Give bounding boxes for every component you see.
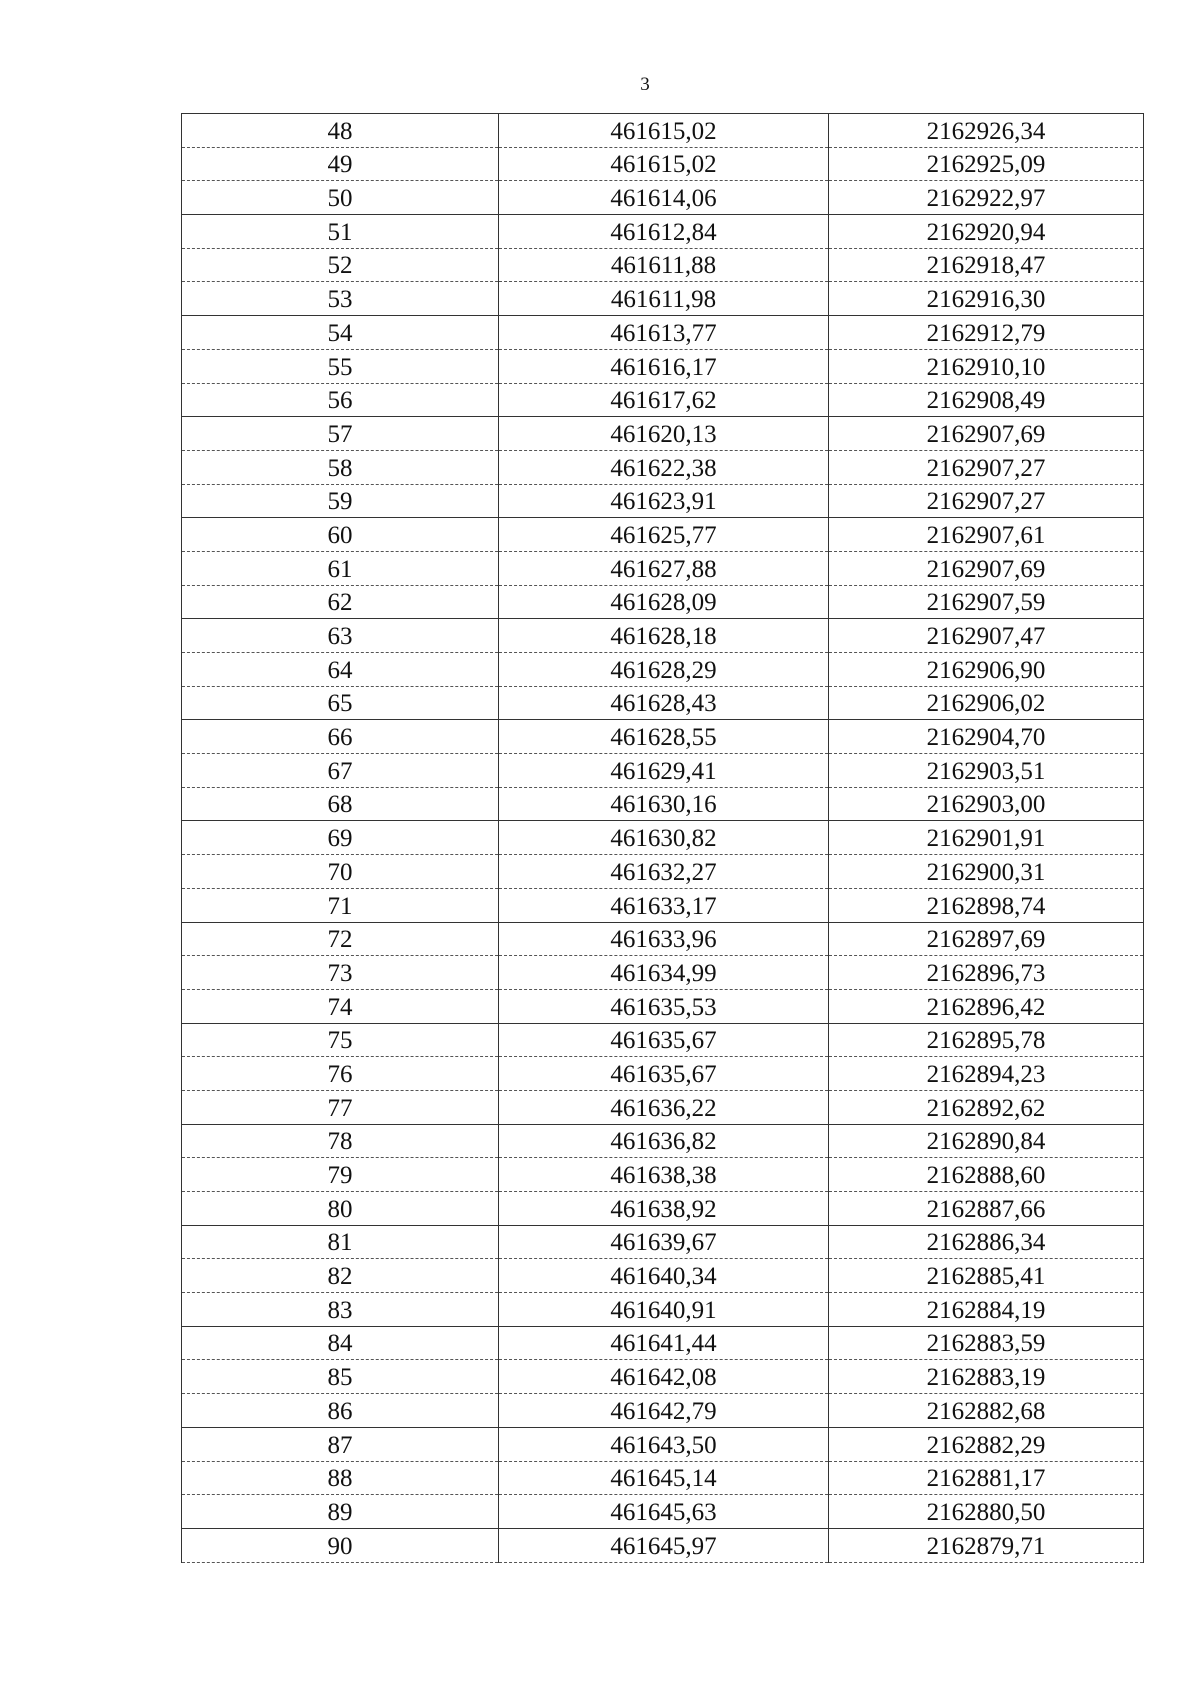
y-coordinate-cell: 2162907,69 [829, 417, 1144, 451]
y-coordinate-cell: 2162901,91 [829, 821, 1144, 855]
x-coordinate-cell: 461640,34 [499, 1259, 829, 1293]
table-row [182, 1326, 1144, 1360]
table-row [182, 383, 1144, 417]
table-row [182, 1192, 1144, 1226]
point-number-cell: 64 [182, 653, 499, 687]
y-coordinate-cell: 2162886,34 [829, 1225, 1144, 1259]
point-number-cell: 48 [182, 114, 499, 148]
table-row [182, 282, 1144, 316]
x-coordinate-cell: 461630,16 [499, 787, 829, 821]
table-row [182, 821, 1144, 855]
x-coordinate-cell: 461614,06 [499, 181, 829, 215]
x-coordinate-cell: 461630,82 [499, 821, 829, 855]
y-coordinate-cell: 2162904,70 [829, 720, 1144, 754]
y-coordinate-cell: 2162896,73 [829, 956, 1144, 990]
table-row [182, 754, 1144, 788]
y-coordinate-cell: 2162887,66 [829, 1192, 1144, 1226]
table-row [182, 215, 1144, 249]
table-row [182, 1124, 1144, 1158]
table-row [182, 1225, 1144, 1259]
table-row [182, 1023, 1144, 1057]
table-row [182, 417, 1144, 451]
point-number-cell: 89 [182, 1495, 499, 1529]
y-coordinate-cell: 2162918,47 [829, 248, 1144, 282]
table-row [182, 720, 1144, 754]
x-coordinate-cell: 461638,92 [499, 1192, 829, 1226]
y-coordinate-cell: 2162907,27 [829, 450, 1144, 484]
table-row [182, 248, 1144, 282]
point-number-cell: 85 [182, 1360, 499, 1394]
y-coordinate-cell: 2162922,97 [829, 181, 1144, 215]
y-coordinate-cell: 2162897,69 [829, 922, 1144, 956]
x-coordinate-cell: 461616,17 [499, 349, 829, 383]
y-coordinate-cell: 2162890,84 [829, 1124, 1144, 1158]
point-number-cell: 81 [182, 1225, 499, 1259]
point-number-cell: 74 [182, 989, 499, 1023]
x-coordinate-cell: 461642,08 [499, 1360, 829, 1394]
x-coordinate-cell: 461625,77 [499, 518, 829, 552]
point-number-cell: 84 [182, 1326, 499, 1360]
y-coordinate-cell: 2162916,30 [829, 282, 1144, 316]
point-number-cell: 62 [182, 585, 499, 619]
y-coordinate-cell: 2162885,41 [829, 1259, 1144, 1293]
point-number-cell: 76 [182, 1057, 499, 1091]
point-number-cell: 52 [182, 248, 499, 282]
table-row [182, 518, 1144, 552]
table-row [182, 619, 1144, 653]
x-coordinate-cell: 461615,02 [499, 114, 829, 148]
y-coordinate-cell: 2162896,42 [829, 989, 1144, 1023]
table-row [182, 114, 1144, 148]
y-coordinate-cell: 2162895,78 [829, 1023, 1144, 1057]
x-coordinate-cell: 461627,88 [499, 551, 829, 585]
x-coordinate-cell: 461645,97 [499, 1528, 829, 1562]
x-coordinate-cell: 461639,67 [499, 1225, 829, 1259]
table-row [182, 1360, 1144, 1394]
table-row [182, 922, 1144, 956]
table-row [182, 147, 1144, 181]
point-number-cell: 80 [182, 1192, 499, 1226]
x-coordinate-cell: 461643,50 [499, 1427, 829, 1461]
point-number-cell: 55 [182, 349, 499, 383]
point-number-cell: 53 [182, 282, 499, 316]
table-row [182, 484, 1144, 518]
y-coordinate-cell: 2162906,90 [829, 653, 1144, 687]
x-coordinate-cell: 461615,02 [499, 147, 829, 181]
y-coordinate-cell: 2162881,17 [829, 1461, 1144, 1495]
point-number-cell: 66 [182, 720, 499, 754]
table-row [182, 1461, 1144, 1495]
x-coordinate-cell: 461642,79 [499, 1394, 829, 1428]
point-number-cell: 67 [182, 754, 499, 788]
x-coordinate-cell: 461628,55 [499, 720, 829, 754]
x-coordinate-cell: 461623,91 [499, 484, 829, 518]
table-row [182, 1528, 1144, 1562]
y-coordinate-cell: 2162907,59 [829, 585, 1144, 619]
point-number-cell: 49 [182, 147, 499, 181]
point-number-cell: 57 [182, 417, 499, 451]
table-row [182, 1427, 1144, 1461]
table-row [182, 989, 1144, 1023]
point-number-cell: 60 [182, 518, 499, 552]
x-coordinate-cell: 461633,96 [499, 922, 829, 956]
table-row [182, 1158, 1144, 1192]
y-coordinate-cell: 2162907,27 [829, 484, 1144, 518]
table-row [182, 956, 1144, 990]
y-coordinate-cell: 2162882,29 [829, 1427, 1144, 1461]
point-number-cell: 61 [182, 551, 499, 585]
x-coordinate-cell: 461640,91 [499, 1293, 829, 1327]
x-coordinate-cell: 461636,22 [499, 1090, 829, 1124]
x-coordinate-cell: 461628,29 [499, 653, 829, 687]
table-row [182, 888, 1144, 922]
y-coordinate-cell: 2162883,19 [829, 1360, 1144, 1394]
x-coordinate-cell: 461634,99 [499, 956, 829, 990]
point-number-cell: 70 [182, 855, 499, 889]
y-coordinate-cell: 2162888,60 [829, 1158, 1144, 1192]
point-number-cell: 58 [182, 450, 499, 484]
x-coordinate-cell: 461635,53 [499, 989, 829, 1023]
table-row [182, 551, 1144, 585]
point-number-cell: 79 [182, 1158, 499, 1192]
x-coordinate-cell: 461636,82 [499, 1124, 829, 1158]
page-number: 3 [640, 74, 650, 95]
table-row [182, 1293, 1144, 1327]
x-coordinate-cell: 461611,88 [499, 248, 829, 282]
table-row [182, 450, 1144, 484]
point-number-cell: 68 [182, 787, 499, 821]
point-number-cell: 59 [182, 484, 499, 518]
point-number-cell: 78 [182, 1124, 499, 1158]
x-coordinate-cell: 461645,14 [499, 1461, 829, 1495]
point-number-cell: 54 [182, 316, 499, 350]
x-coordinate-cell: 461628,09 [499, 585, 829, 619]
point-number-cell: 56 [182, 383, 499, 417]
table-row [182, 1057, 1144, 1091]
point-number-cell: 82 [182, 1259, 499, 1293]
point-number-cell: 77 [182, 1090, 499, 1124]
table-row [182, 653, 1144, 687]
x-coordinate-cell: 461633,17 [499, 888, 829, 922]
table-row [182, 686, 1144, 720]
y-coordinate-cell: 2162907,69 [829, 551, 1144, 585]
point-number-cell: 69 [182, 821, 499, 855]
table-row [182, 316, 1144, 350]
x-coordinate-cell: 461612,84 [499, 215, 829, 249]
point-number-cell: 65 [182, 686, 499, 720]
x-coordinate-cell: 461641,44 [499, 1326, 829, 1360]
y-coordinate-cell: 2162925,09 [829, 147, 1144, 181]
point-number-cell: 83 [182, 1293, 499, 1327]
point-number-cell: 73 [182, 956, 499, 990]
y-coordinate-cell: 2162920,94 [829, 215, 1144, 249]
x-coordinate-cell: 461635,67 [499, 1057, 829, 1091]
x-coordinate-cell: 461620,13 [499, 417, 829, 451]
y-coordinate-cell: 2162884,19 [829, 1293, 1144, 1327]
x-coordinate-cell: 461638,38 [499, 1158, 829, 1192]
x-coordinate-cell: 461628,18 [499, 619, 829, 653]
x-coordinate-cell: 461635,67 [499, 1023, 829, 1057]
point-number-cell: 86 [182, 1394, 499, 1428]
x-coordinate-cell: 461629,41 [499, 754, 829, 788]
table-row [182, 1090, 1144, 1124]
y-coordinate-cell: 2162906,02 [829, 686, 1144, 720]
point-number-cell: 90 [182, 1528, 499, 1562]
x-coordinate-cell: 461611,98 [499, 282, 829, 316]
table-row [182, 1394, 1144, 1428]
y-coordinate-cell: 2162910,10 [829, 349, 1144, 383]
table-row [182, 349, 1144, 383]
point-number-cell: 51 [182, 215, 499, 249]
table-row [182, 1259, 1144, 1293]
table-row [182, 855, 1144, 889]
y-coordinate-cell: 2162879,71 [829, 1528, 1144, 1562]
point-number-cell: 88 [182, 1461, 499, 1495]
point-number-cell: 75 [182, 1023, 499, 1057]
point-number-cell: 50 [182, 181, 499, 215]
y-coordinate-cell: 2162880,50 [829, 1495, 1144, 1529]
y-coordinate-cell: 2162892,62 [829, 1090, 1144, 1124]
y-coordinate-cell: 2162900,31 [829, 855, 1144, 889]
y-coordinate-cell: 2162908,49 [829, 383, 1144, 417]
y-coordinate-cell: 2162907,61 [829, 518, 1144, 552]
coordinates-table [181, 113, 1144, 1563]
table-row [182, 181, 1144, 215]
x-coordinate-cell: 461628,43 [499, 686, 829, 720]
x-coordinate-cell: 461632,27 [499, 855, 829, 889]
point-number-cell: 87 [182, 1427, 499, 1461]
table-row [182, 1495, 1144, 1529]
y-coordinate-cell: 2162894,23 [829, 1057, 1144, 1091]
x-coordinate-cell: 461617,62 [499, 383, 829, 417]
point-number-cell: 63 [182, 619, 499, 653]
y-coordinate-cell: 2162903,51 [829, 754, 1144, 788]
y-coordinate-cell: 2162907,47 [829, 619, 1144, 653]
x-coordinate-cell: 461622,38 [499, 450, 829, 484]
y-coordinate-cell: 2162882,68 [829, 1394, 1144, 1428]
y-coordinate-cell: 2162903,00 [829, 787, 1144, 821]
y-coordinate-cell: 2162912,79 [829, 316, 1144, 350]
x-coordinate-cell: 461613,77 [499, 316, 829, 350]
coordinates-table-body [182, 114, 1144, 1563]
point-number-cell: 72 [182, 922, 499, 956]
table-row [182, 585, 1144, 619]
table-row [182, 787, 1144, 821]
y-coordinate-cell: 2162898,74 [829, 888, 1144, 922]
point-number-cell: 71 [182, 888, 499, 922]
y-coordinate-cell: 2162926,34 [829, 114, 1144, 148]
x-coordinate-cell: 461645,63 [499, 1495, 829, 1529]
y-coordinate-cell: 2162883,59 [829, 1326, 1144, 1360]
